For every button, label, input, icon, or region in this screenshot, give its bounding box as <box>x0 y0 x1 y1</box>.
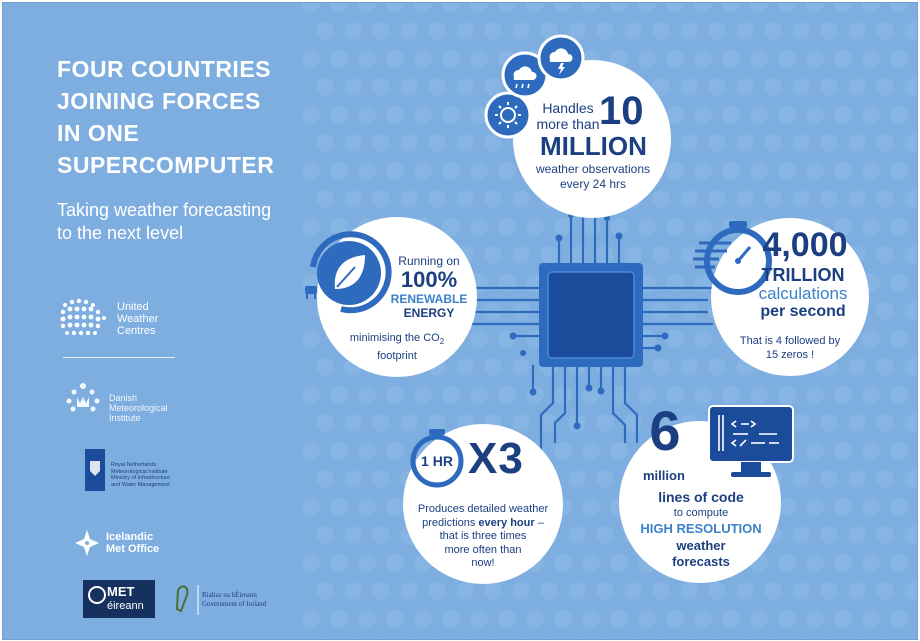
desc-line: footprint <box>377 350 417 363</box>
met-logo-text <box>107 585 144 613</box>
code-unit: million <box>643 468 685 483</box>
infographic-frame <box>2 2 918 640</box>
subtitle-line: to the next level <box>57 223 184 243</box>
timer-label: 1 HR <box>421 453 453 469</box>
desc-line: that is three times <box>439 530 527 542</box>
desc-text: – <box>534 516 544 529</box>
code-number: 6 <box>649 399 681 462</box>
uwc-dots-logo <box>61 299 106 335</box>
prefix-line: more than <box>536 116 600 132</box>
logo-text-line: éireann <box>107 600 144 612</box>
desc-text: predictions <box>422 516 479 529</box>
logo-text-line: Met Office <box>106 543 160 555</box>
logo-text-line: Royal Netherlands <box>111 462 157 468</box>
logo-text-line: Danish <box>109 393 138 403</box>
logo-text-line: Institute <box>109 413 141 423</box>
code-line-5: HIGH RESOLUTION <box>640 521 762 536</box>
co2-subscript: 2 <box>439 337 445 347</box>
knmi-shield-logo <box>85 449 105 491</box>
uwc-name <box>117 301 158 337</box>
title-line: SUPERCOMPUTER <box>57 152 275 178</box>
observations-unit: MILLION <box>540 131 647 161</box>
logo-text-line: United <box>117 301 149 313</box>
logo-text-line: Rialtas na hÉireann <box>202 591 257 599</box>
logo-divider <box>63 357 175 358</box>
energy-percent: 100% <box>400 267 458 292</box>
desc-emphasis: every hour <box>478 516 535 529</box>
note-line: 15 zeros ! <box>765 349 815 361</box>
title-line: JOINING FORCES <box>57 88 261 114</box>
calculations-number: 4,000 <box>762 226 848 264</box>
observations-number: 10 <box>599 89 644 133</box>
government-harp-logo <box>177 585 198 615</box>
desc-line: more often than <box>444 543 522 556</box>
logo-text-line: Ministry of Infrastructure <box>111 475 170 481</box>
desc-line: every 24 hrs <box>559 177 627 191</box>
calculations-line-3: calculations <box>758 284 848 303</box>
energy-line-4: ENERGY <box>403 306 455 320</box>
imo-name <box>106 531 159 555</box>
prefix-line: Handles <box>542 100 594 116</box>
subtitle-line: Taking weather forecasting <box>57 200 272 220</box>
title-line: FOUR COUNTRIES <box>57 56 271 82</box>
code-line-7: forecasts <box>672 554 730 569</box>
code-line-4: to compute <box>673 507 729 519</box>
calculations-unit: TRILLION <box>761 265 845 285</box>
logo-text-line: Icelandic <box>106 531 154 543</box>
dmi-crown-logo <box>67 383 100 412</box>
desc-line: now! <box>471 557 495 569</box>
logo-text-line: Weather <box>117 313 159 325</box>
code-line-6: weather <box>676 538 726 553</box>
co2-text: minimising the CO <box>349 332 440 344</box>
gov-name <box>202 591 266 609</box>
imo-star-logo <box>75 530 99 556</box>
logo-text-line: Meteorological <box>109 403 168 413</box>
logo-text-line: Meteorological Institute <box>111 468 168 475</box>
title-line: IN ONE <box>57 120 140 146</box>
logo-text-line: and Water Management <box>111 481 170 488</box>
desc-line: Produces detailed weather <box>417 503 549 515</box>
dmi-name <box>109 393 168 423</box>
energy-line-1: Running on <box>398 254 460 268</box>
logo-text-line: Centres <box>117 325 156 337</box>
code-line-3: lines of code <box>658 489 744 505</box>
note-line: That is 4 followed by <box>739 335 841 347</box>
logo-text-line: MET <box>107 584 135 599</box>
energy-line-3: RENEWABLE <box>390 292 468 306</box>
calculations-line-4: per second <box>760 303 846 320</box>
desc-line: weather observations <box>535 162 651 176</box>
knmi-name <box>111 462 170 488</box>
logo-text-line: Government of Ireland <box>202 600 267 608</box>
frequency-multiplier: X3 <box>468 434 524 483</box>
